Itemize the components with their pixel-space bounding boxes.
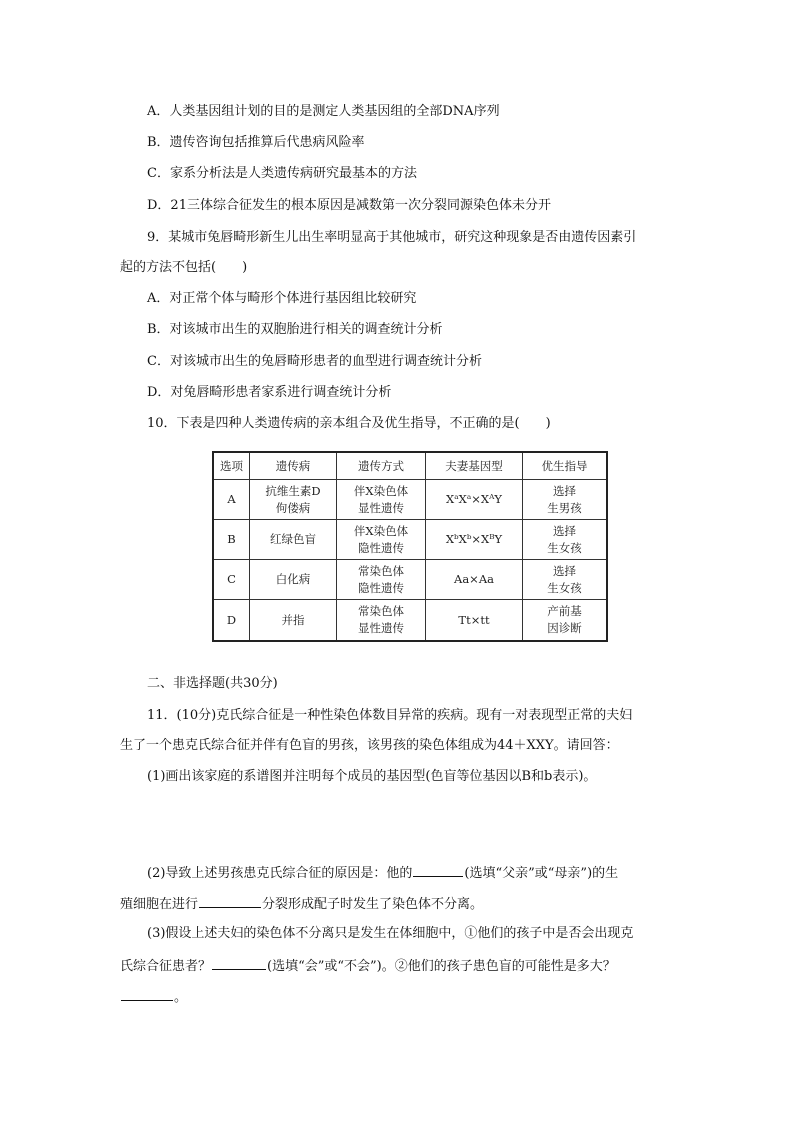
q10-stem: 10．下表是四种人类遗传病的亲本组合及优生指导，不正确的是( ): [147, 416, 551, 431]
table-header-row: [213, 452, 607, 480]
row-mode: 常染色体 隐性遗传: [337, 560, 426, 600]
row-advice: 选择 生男孩: [523, 480, 608, 520]
table-row: [213, 600, 607, 642]
row-advice: 产前基 因诊断: [523, 600, 608, 642]
row-option: D: [213, 600, 250, 642]
row-disease: 白化病: [250, 560, 337, 600]
header-advice: 优生指导: [523, 452, 608, 480]
q11-part3-line2: 氏综合征患者？ (选填“会”或“不会”)。②他们的孩子患色盲的可能性是多大？: [120, 955, 616, 977]
answer-blank-parent[interactable]: [413, 862, 463, 877]
table-row: [213, 520, 607, 560]
q9-stem-line1: 9．某城市兔唇畸形新生儿出生率明显高于其他城市，研究这种现象是否由遗传因素引: [147, 230, 637, 245]
row-disease: 并指: [250, 600, 337, 642]
header-mode: 遗传方式: [337, 452, 426, 480]
q11-part2-line2: 殖细胞在进行 分裂形成配子时发生了染色体不分离。: [120, 893, 483, 915]
q11-part3-line1: (3)假设上述夫妇的染色体不分离只是发生在体细胞中，①他们的孩子中是否会出现克: [147, 926, 634, 941]
q8-option-b: B．遗传咨询包括推算后代患病风险率: [147, 135, 365, 150]
row-disease: 抗维生素D 佝偻病: [250, 480, 337, 520]
table-row: [213, 480, 607, 520]
row-genotype: Aa×Aa: [426, 560, 523, 600]
row-option: C: [213, 560, 250, 600]
row-disease: 红绿色盲: [250, 520, 337, 560]
q8-option-a: A．人类基因组计划的目的是测定人类基因组的全部DNA序列: [147, 104, 500, 119]
genetics-table: [212, 451, 608, 642]
q8-option-c: C．家系分析法是人类遗传病研究最基本的方法: [147, 166, 417, 181]
header-disease: 遗传病: [250, 452, 337, 480]
q9-option-d: D．对兔唇畸形患者家系进行调查统计分析: [147, 385, 392, 400]
q11-part3-line3: 。: [120, 986, 187, 1008]
answer-blank-probability[interactable]: [121, 986, 173, 1001]
row-genotype: Tt×tt: [426, 600, 523, 642]
q9-option-c: C．对该城市出生的兔唇畸形患者的血型进行调查统计分析: [147, 354, 482, 369]
section2-title: 二、非选择题(共30分): [147, 676, 278, 691]
row-mode: 伴X染色体 隐性遗传: [337, 520, 426, 560]
q11-part2-line1: (2)导致上述男孩患克氏综合征的原因是：他的 (选填“父亲”或“母亲”)的生: [147, 862, 618, 884]
q9-option-b: B．对该城市出生的双胞胎进行相关的调查统计分析: [147, 322, 443, 337]
header-option: 选项: [213, 452, 250, 480]
q11-stem-line1: 11．(10分)克氏综合征是一种性染色体数目异常的疾病。现有一对表现型正常的夫妇: [147, 708, 633, 723]
q11-stem-line2: 生了一个患克氏综合征并伴有色盲的男孩，该男孩的染色体组成为44＋XXY。请回答：: [120, 738, 619, 753]
row-option: A: [213, 480, 250, 520]
row-mode: 伴X染色体 显性遗传: [337, 480, 426, 520]
header-genotype: 夫妻基因型: [426, 452, 523, 480]
q11-part1: (1)画出该家庭的系谱图并注明每个成员的基因型(色盲等位基因以B和b表示)。: [147, 769, 597, 784]
q8-option-d: D．21三体综合征发生的根本原因是减数第一次分裂同源染色体未分开: [147, 198, 551, 213]
row-mode: 常染色体 显性遗传: [337, 600, 426, 642]
row-option: B: [213, 520, 250, 560]
answer-blank-division[interactable]: [199, 893, 261, 908]
q9-stem-line2: 起的方法不包括( ): [120, 260, 248, 275]
row-advice: 选择 生女孩: [523, 560, 608, 600]
table-row: [213, 560, 607, 600]
row-genotype: XᵇXᵇ×XᴮY: [426, 520, 523, 560]
row-advice: 选择 生女孩: [523, 520, 608, 560]
row-genotype: XᵃXᵃ×XᴬY: [426, 480, 523, 520]
q9-option-a: A．对正常个体与畸形个体进行基因组比较研究: [147, 291, 417, 306]
answer-blank-klinefelter[interactable]: [212, 955, 266, 970]
